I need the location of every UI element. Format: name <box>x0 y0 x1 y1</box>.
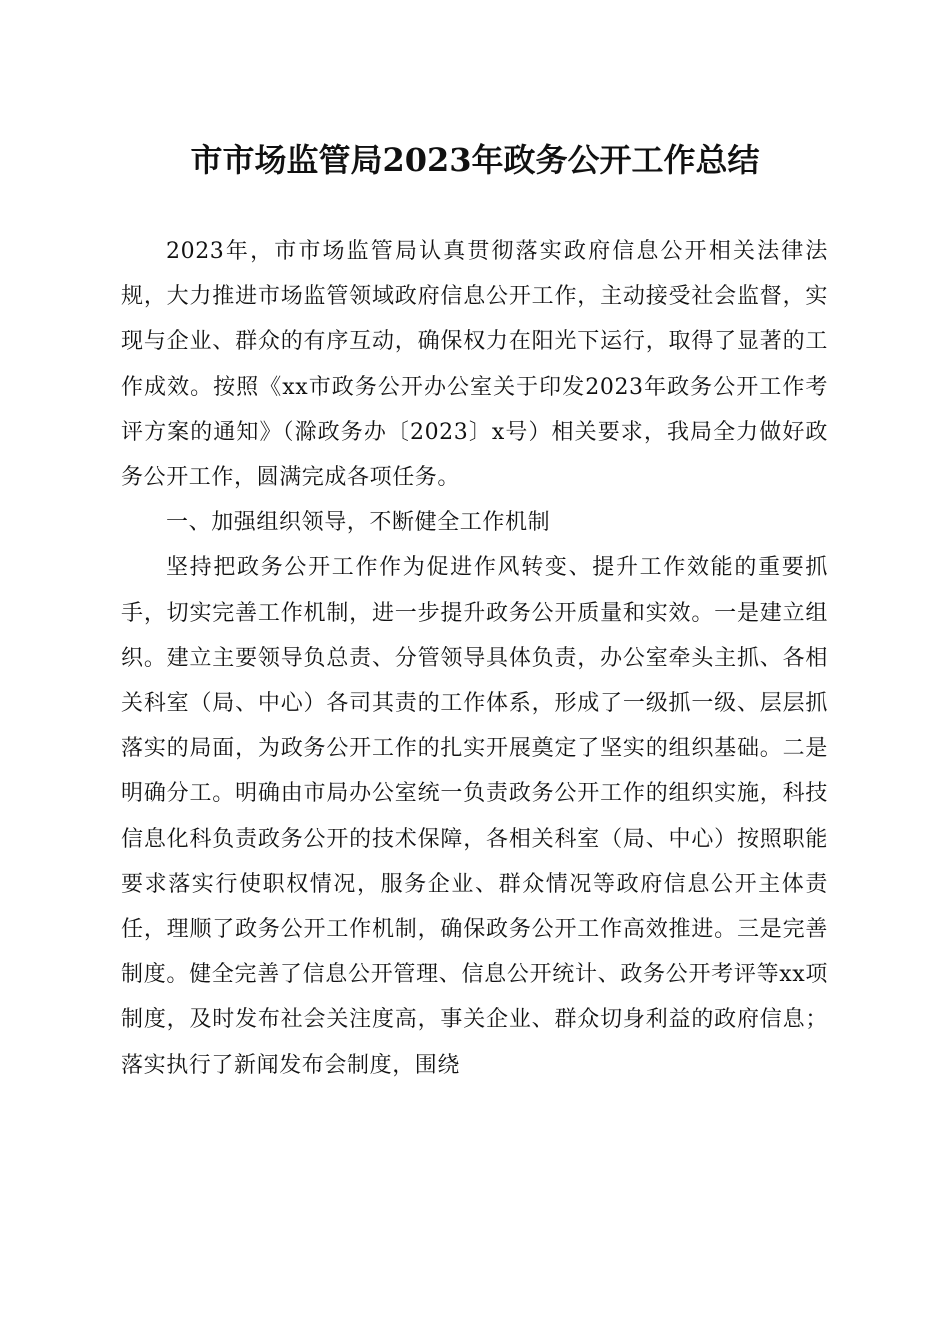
intro-paragraph: 2023年，市市场监管局认真贯彻落实政府信息公开相关法律法规，大力推进市场监管领域政府信息公开工作，主动接受社会监督，实现与企业、群众的有序互动，确保权力在阳光下运行，取得了显著的工作成效。按照《xx市政务公开办公室关于印发2023年政务公开工作考评方案的通知》（滁政务办〔2023〕x号）相关要求，我局全力做好政务公开工作，圆满完成各项任务。 <box>121 239 828 491</box>
section-1-paragraph: 坚持把政务公开工作作为促进作风转变、提升工作效能的重要抓手，切实完善工作机制，进一步提升政务公开质量和实效。一是建立组织。建立主要领导负总责、分管领导具体负责，办公室牵头主抓、各相关科室（局、中心）各司其责的工作体系，形成了一级抓一级、层层抓落实的局面，为政务公开工作的扎实开展奠定了坚实的组织基础。二是明确分工。明确由市局办公室统一负责政务公开工作的组织实施，科技信息化科负责政务公开的技术保障，各相关科室（局、中心）按照职能要求落实行使职权情况，服务企业、群众情况等政府信息公开主体责任，理顺了政务公开工作机制，确保政务公开工作高效推进。三是完善制度。健全完善了信息公开管理、信息公开统计、政务公开考评等xx项制度，及时发布社会关注度高，事关企业、群众切身利益的政府信息；落实执行了新闻发布会制度，围绕 <box>121 555 828 1078</box>
section-1-heading: 一、加强组织领导，不断健全工作机制 <box>166 510 551 536</box>
document-body <box>121 229 828 1088</box>
document-title: 市市场监管局2023年政务公开工作总结 <box>190 141 760 179</box>
